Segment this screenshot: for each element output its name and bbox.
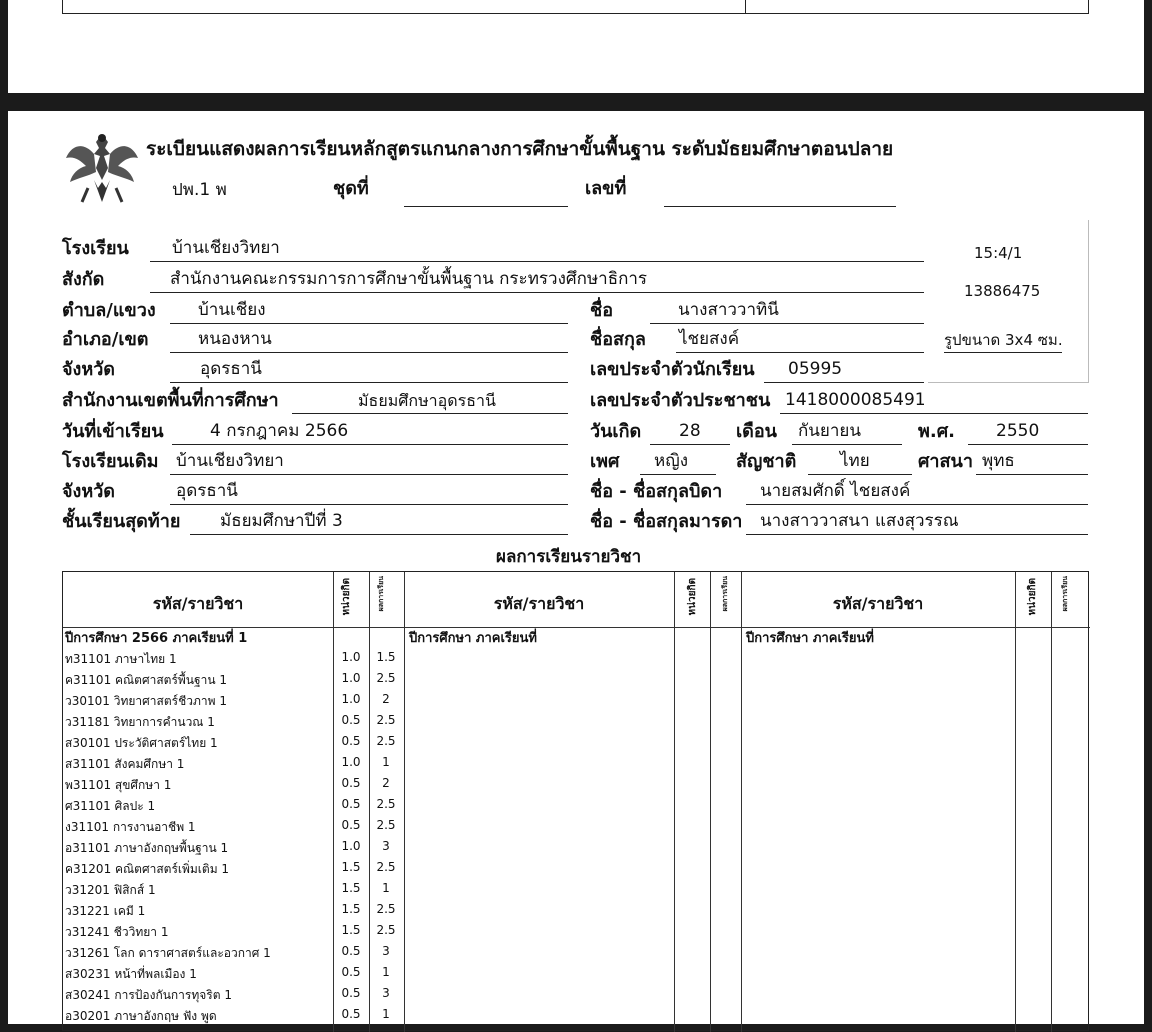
- table-col-line: [333, 572, 334, 1032]
- photo-caption: รูปขนาด 3x4 ซม.: [944, 331, 1063, 349]
- number-label: เลขที่: [585, 178, 627, 199]
- student-id-line: [764, 382, 924, 383]
- enroll-date-label: วันที่เข้าเรียน: [62, 421, 164, 442]
- unit-cell: 0.5: [341, 944, 361, 958]
- education-area-line: [292, 413, 568, 414]
- birth-day-label: วันเกิด: [590, 421, 642, 442]
- grade-cell: 1: [382, 881, 390, 895]
- previous-province-line: [170, 504, 568, 505]
- table-col-line: [369, 572, 370, 1032]
- grade-cell: 2.5: [376, 860, 396, 874]
- table-col-line: [710, 572, 711, 1032]
- grade-header-2: ผลการเรียน: [721, 576, 729, 612]
- set-label: ชุดที่: [333, 178, 369, 199]
- previous-province-label: จังหวัด: [62, 481, 115, 502]
- grade-cell: 1: [382, 965, 390, 979]
- subject-header-3: รหัส/รายวิชา: [832, 594, 924, 613]
- photo-caption-underline: [944, 352, 1062, 353]
- subject-cell: ว31201 ฟิสิกส์ 1: [65, 883, 156, 897]
- district-label: อำเภอ/เขต: [62, 329, 149, 350]
- sex-line: [640, 474, 716, 475]
- subject-cell: ง31101 การงานอาชีพ 1: [65, 820, 196, 834]
- grade-cell: 2.5: [376, 902, 396, 916]
- student-id-label: เลขประจำตัวนักเรียน: [590, 359, 755, 380]
- unit-cell: 1.0: [341, 755, 361, 769]
- subject-cell: ว31221 เคมี 1: [65, 904, 146, 918]
- nationality-value: ไทย: [840, 451, 870, 471]
- grade-cell: 2.5: [376, 797, 396, 811]
- unit-header-2: หน่วยกิต: [687, 578, 698, 616]
- grade-cell: 1.5: [376, 650, 396, 664]
- school-value: บ้านเชียงวิทยา: [172, 238, 280, 258]
- subject-cell: ท31101 ภาษาไทย 1: [65, 652, 177, 666]
- father-name-value: นายสมศักดิ์ ไชยสงค์: [760, 481, 911, 501]
- birth-year-label: พ.ศ.: [918, 421, 955, 442]
- student-id-value: 05995: [788, 359, 843, 379]
- sex-label: เพศ: [590, 451, 620, 472]
- subject-header-2: รหัส/รายวิชา: [493, 594, 585, 613]
- term-heading-1: ปีการศึกษา 2566 ภาคเรียนที่ 1: [65, 631, 248, 646]
- table-col-line: [741, 572, 742, 1032]
- previous-school-line: [170, 474, 568, 475]
- enroll-date-line: [172, 444, 568, 445]
- birth-day-line: [650, 444, 730, 445]
- table-col-line: [1015, 572, 1016, 1032]
- previous-page-table-divider: [745, 0, 746, 14]
- subject-cell: อ30201 ภาษาอังกฤษ ฟัง พูด: [65, 1009, 217, 1023]
- birth-month-value: กันยายน: [798, 421, 862, 441]
- subject-cell: ค31201 คณิตศาสตร์เพิ่มเติม 1: [65, 862, 230, 876]
- unit-cell: 1.0: [341, 839, 361, 853]
- subject-cell: ว31181 วิทยาการคำนวณ 1: [65, 715, 215, 729]
- unit-cell: 0.5: [341, 734, 361, 748]
- unit-cell: 1.0: [341, 671, 361, 685]
- subdistrict-line: [170, 323, 568, 324]
- last-level-line: [190, 534, 568, 535]
- unit-cell: 1.5: [341, 902, 361, 916]
- unit-cell: 0.5: [341, 1007, 361, 1021]
- citizen-id-line: [780, 413, 1088, 414]
- grade-header-1: ผลการเรียน: [377, 576, 385, 612]
- grade-cell: 3: [382, 986, 390, 1000]
- sex-value: หญิง: [654, 451, 688, 471]
- grade-cell: 3: [382, 944, 390, 958]
- province-line: [170, 382, 568, 383]
- father-name-label: ชื่อ - ชื่อสกุลบิดา: [590, 481, 723, 502]
- grade-cell: 2.5: [376, 713, 396, 727]
- grade-cell: 2.5: [376, 818, 396, 832]
- school-line: [150, 261, 924, 262]
- unit-header-3: หน่วยกิต: [1027, 578, 1038, 616]
- subject-header-1: รหัส/รายวิชา: [152, 594, 244, 613]
- table-col-line: [1051, 572, 1052, 1032]
- mother-name-line: [746, 534, 1088, 535]
- grade-cell: 2: [382, 692, 390, 706]
- subject-cell: ศ31101 ศิลปะ 1: [65, 799, 156, 813]
- subject-cell: ส31101 สังคมศึกษา 1: [65, 757, 185, 771]
- province-label: จังหวัด: [62, 359, 115, 380]
- unit-cell: 0.5: [341, 965, 361, 979]
- religion-line: [976, 474, 1088, 475]
- set-number-line: [404, 206, 568, 207]
- last-level-label: ชั้นเรียนสุดท้าย: [62, 511, 181, 532]
- term-heading-2: ปีการศึกษา ภาคเรียนที่: [409, 631, 537, 646]
- previous-page-table-edge: [62, 0, 1089, 14]
- grade-cell: 2.5: [376, 734, 396, 748]
- birth-month-line: [792, 444, 902, 445]
- grade-cell: 2.5: [376, 923, 396, 937]
- unit-cell: 1.5: [341, 881, 361, 895]
- religion-value: พุทธ: [982, 451, 1015, 471]
- unit-cell: 0.5: [341, 818, 361, 832]
- student-surname-value: ไชยสงค์: [679, 329, 740, 349]
- student-surname-label: ชื่อสกุล: [590, 329, 646, 350]
- photo-ref-1: 15:4/1: [974, 244, 1023, 262]
- enroll-date-value: 4 กรกฎาคม 2566: [210, 421, 349, 441]
- unit-cell: 1.0: [341, 692, 361, 706]
- unit-cell: 1.5: [341, 860, 361, 874]
- garuda-emblem-icon: [64, 128, 140, 206]
- nationality-line: [808, 474, 912, 475]
- unit-cell: 0.5: [341, 713, 361, 727]
- results-section-title: ผลการเรียนรายวิชา: [496, 547, 642, 567]
- table-header-divider: [63, 627, 1090, 628]
- grade-header-3: ผลการเรียน: [1061, 576, 1069, 612]
- citizen-id-label: เลขประจำตัวประชาชน: [590, 390, 771, 411]
- table-col-line: [404, 572, 405, 1032]
- birth-year-value: 2550: [996, 421, 1040, 441]
- unit-cell: 0.5: [341, 776, 361, 790]
- form-code: ปพ.1 พ: [172, 180, 227, 200]
- unit-cell: 0.5: [341, 797, 361, 811]
- subject-cell: ว31261 โลก ดาราศาสตร์และอวกาศ 1: [65, 946, 271, 960]
- affiliation-line: [150, 292, 924, 293]
- education-area-value: มัธยมศึกษาอุดรธานี: [358, 391, 496, 410]
- birth-day-value: 28: [679, 421, 701, 441]
- subject-cell: ส30231 หน้าที่พลเมือง 1: [65, 967, 197, 981]
- unit-header-1: หน่วยกิต: [341, 578, 352, 616]
- grade-cell: 1: [382, 755, 390, 769]
- subdistrict-label: ตำบล/แขวง: [62, 300, 156, 321]
- province-value: อุดรธานี: [200, 359, 262, 379]
- citizen-id-value: 1418000085491: [785, 390, 926, 410]
- student-surname-line: [676, 352, 924, 353]
- grade-cell: 2.5: [376, 671, 396, 685]
- photo-ref-2: 13886475: [964, 282, 1041, 300]
- previous-school-label: โรงเรียนเดิม: [62, 451, 159, 472]
- education-area-label: สำนักงานเขตพื้นที่การศึกษา: [62, 390, 279, 411]
- last-level-value: มัธยมศึกษาปีที่ 3: [220, 511, 343, 531]
- subject-cell: ว31241 ชีววิทยา 1: [65, 925, 169, 939]
- student-name-label: ชื่อ: [590, 300, 614, 321]
- district-value: หนองหาน: [198, 329, 272, 349]
- previous-school-value: บ้านเชียงวิทยา: [176, 451, 284, 471]
- subject-cell: ส30101 ประวัติศาสตร์ไทย 1: [65, 736, 218, 750]
- student-name-value: นางสาววาทินี: [678, 300, 779, 320]
- birth-month-label: เดือน: [736, 421, 777, 442]
- mother-name-value: นางสาววาสนา แสงสุวรรณ: [760, 511, 959, 531]
- affiliation-value: สำนักงานคณะกรรมการการศึกษาขั้นพื้นฐาน กระทรวงศึกษาธิการ: [170, 269, 648, 289]
- subject-cell: ค31101 คณิตศาสตร์พื้นฐาน 1: [65, 673, 228, 687]
- school-label: โรงเรียน: [62, 238, 129, 259]
- religion-label: ศาสนา: [918, 451, 973, 472]
- birth-year-line: [968, 444, 1088, 445]
- father-name-line: [746, 504, 1088, 505]
- student-name-line: [650, 323, 924, 324]
- unit-cell: 0.5: [341, 986, 361, 1000]
- mother-name-label: ชื่อ - ชื่อสกุลมารดา: [590, 511, 743, 532]
- unit-cell: 1.5: [341, 923, 361, 937]
- subject-cell: ว30101 วิทยาศาสตร์ชีวภาพ 1: [65, 694, 227, 708]
- grade-cell: 2: [382, 776, 390, 790]
- district-line: [170, 352, 568, 353]
- previous-province-value: อุดรธานี: [176, 481, 238, 501]
- subject-cell: อ31101 ภาษาอังกฤษพื้นฐาน 1: [65, 841, 229, 855]
- subdistrict-value: บ้านเชียง: [198, 300, 266, 320]
- unit-cell: 1.0: [341, 650, 361, 664]
- term-heading-3: ปีการศึกษา ภาคเรียนที่: [746, 631, 874, 646]
- table-col-line: [674, 572, 675, 1032]
- nationality-label: สัญชาติ: [736, 451, 797, 472]
- affiliation-label: สังกัด: [62, 269, 105, 290]
- document-title: ระเบียนแสดงผลการเรียนหลักสูตรแกนกลางการศึกษาขั้นพื้นฐาน ระดับมัธยมศึกษาตอนปลาย: [146, 138, 894, 160]
- subject-cell: พ31101 สุขศึกษา 1: [65, 778, 172, 792]
- grade-cell: 1: [382, 1007, 390, 1021]
- subject-cell: ส30241 การป้องกันการทุจริต 1: [65, 988, 232, 1002]
- grade-cell: 3: [382, 839, 390, 853]
- document-number-line: [664, 206, 896, 207]
